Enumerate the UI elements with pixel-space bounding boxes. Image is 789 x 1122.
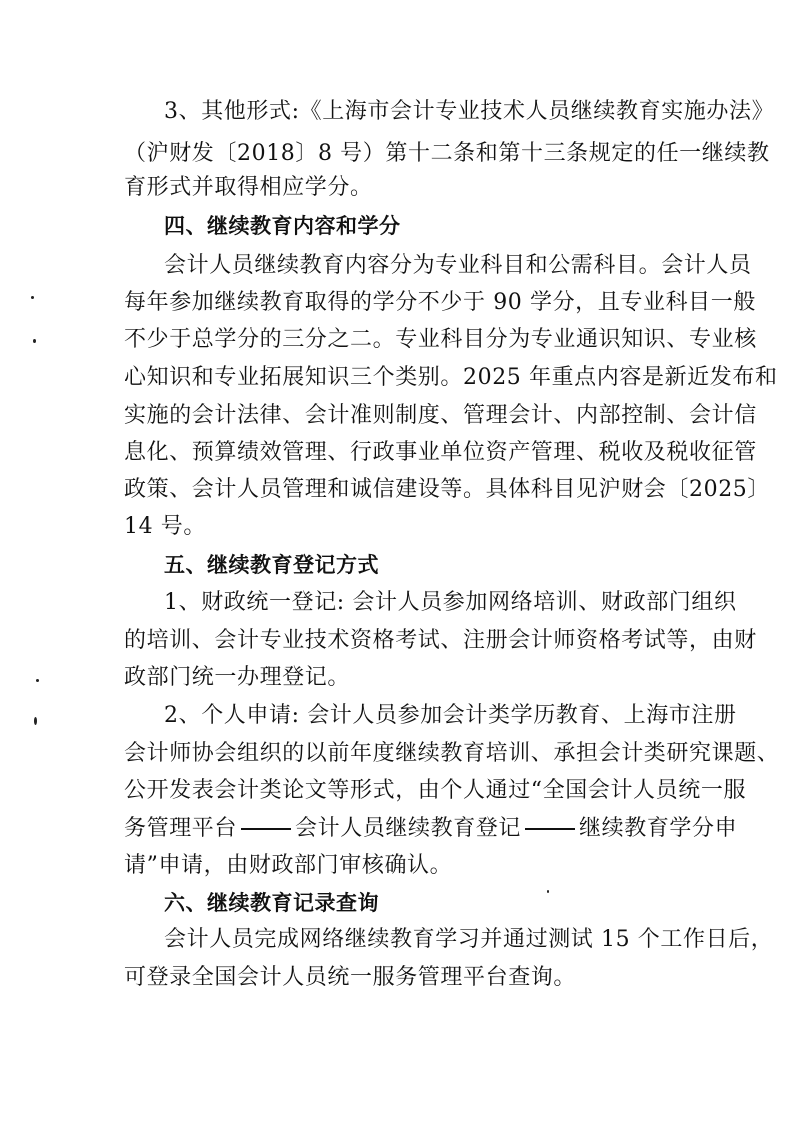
paragraph-line: 会计人员完成网络继续教育学习并通过测试 15 个工作日后， [164, 927, 774, 952]
section-heading: 五、继续教育登记方式 [164, 553, 379, 577]
section-heading: 四、继续教育内容和学分 [164, 214, 401, 238]
paragraph-line: 育形式并取得相应学分。 [124, 175, 373, 200]
paragraph-line [124, 815, 737, 843]
paragraph-line: 2、个人申请: 会计人员参加会计类学历教育、上海市注册 [164, 703, 737, 728]
text-segment: 会计人员继续教育登记 [295, 816, 522, 841]
scan-speck [547, 890, 549, 893]
paragraph-line: 的培训、会计专业技术资格考试、注册会计师资格考试等，由财 [124, 628, 757, 653]
paragraph-line: 1、财政统一登记: 会计人员参加网络培训、财政部门组织 [164, 590, 737, 615]
text-segment: 务管理平台 [124, 816, 238, 841]
paragraph-line: 会计师协会组织的以前年度继续教育培训、承担会计类研究课题、 [124, 741, 780, 766]
paragraph-line: 14 号。 [124, 514, 206, 539]
scan-speck [33, 339, 36, 343]
paragraph-line: 请”申请，由财政部门审核确认。 [124, 853, 453, 878]
em-dash [525, 828, 575, 830]
em-dash [241, 828, 291, 830]
paragraph-line: 3、其他形式:《上海市会计专业技术人员继续教育实施办法》 [164, 99, 775, 124]
paragraph-line: 不少于总学分的三分之二。专业科目分为专业通识知识、专业核 [124, 327, 757, 352]
scan-speck [34, 717, 37, 725]
paragraph-line: 政部门统一办理登记。 [124, 665, 351, 690]
paragraph-line: 息化、预算绩效管理、行政事业单位资产管理、税收及税收征管 [124, 440, 757, 465]
paragraph-line: 每年参加继续教育取得的学分不少于 90 学分，且专业科目一般 [124, 290, 756, 315]
section-heading: 六、继续教育记录查询 [164, 891, 379, 915]
scan-speck [31, 296, 34, 299]
text-segment: 继续教育学分申 [579, 816, 738, 841]
paragraph-line: 可登录全国会计人员统一服务管理平台查询。 [124, 965, 577, 990]
paragraph-line: 政策、会计人员管理和诚信建设等。具体科目见沪财会〔2025〕 [124, 477, 770, 502]
paragraph-line: 心知识和专业拓展知识三个类别。2025 年重点内容是新近发布和 [124, 365, 778, 390]
paragraph-line: （沪财发〔2018〕8 号）第十二条和第十三条规定的任一继续教 [124, 141, 770, 166]
paragraph-line: 实施的会计法律、会计准则制度、管理会计、内部控制、会计信 [124, 403, 757, 428]
scan-speck [36, 679, 39, 682]
paragraph-line: 会计人员继续教育内容分为专业科目和公需科目。会计人员 [164, 253, 752, 278]
paragraph-line: 公开发表会计类论文等形式，由个人通过“全国会计人员统一服 [124, 778, 747, 803]
